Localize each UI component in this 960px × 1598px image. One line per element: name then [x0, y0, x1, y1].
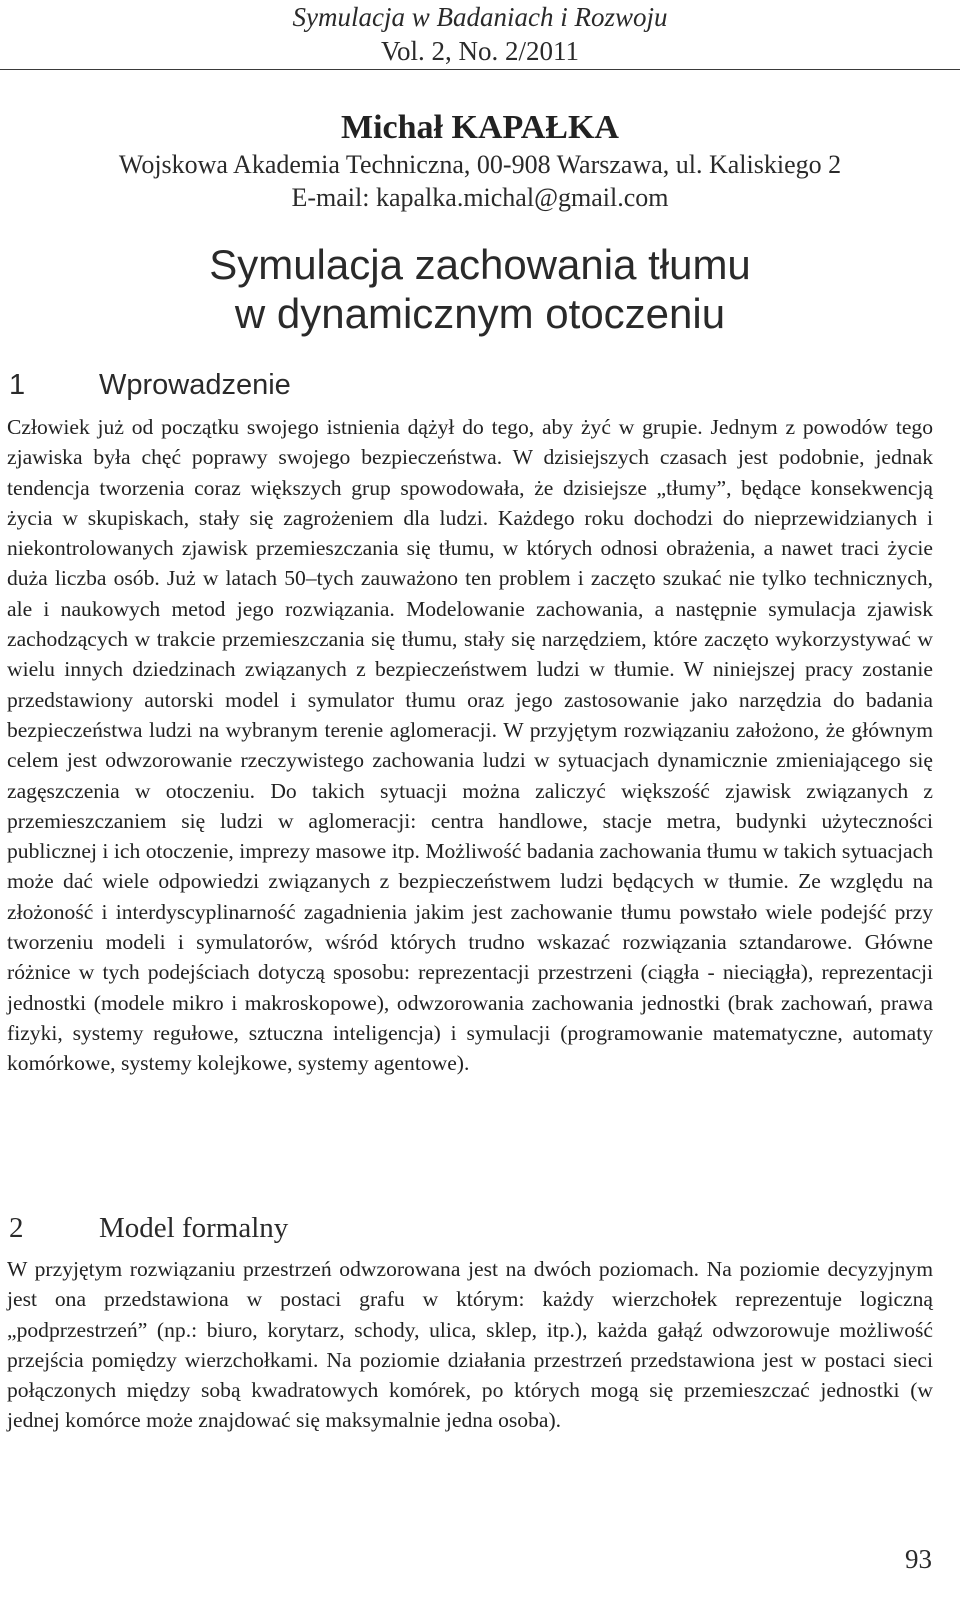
section-1-paragraph: Człowiek już od początku swojego istnienia dążył do tego, aby żyć w grupie. Jednym z powodów tego zjawiska była chęć poprawy swojego bezpieczeństwa. W dzisiejszych czasach jest podobnie, jednak tendencja tworzenia coraz większych grup spowodowała, że dzisiejsze „tłumy”, będące konsekwencją życia w skupiskach, stały się zagrożeniem dla ludzi. Każdego roku dochodzi do nieprzewidzianych i niekontrolowanych zjawisk przemieszczania się tłumu, w których odnosi obrażenia, a nawet traci życie duża liczba osób. Już w latach 50–tych zauważono ten problem i zaczęto szukać nie tylko technicznych, ale i naukowych metod jego rozwiązania. Modelowanie zachowania, a następnie symulacja zjawisk zachodzących w trakcie przemieszczania się tłumu, stały się narzędziem, które zaczęto wykorzystywać w wielu innych dziedzinach związanych z bezpieczeństwem ludzi w tłumie. W niniejszej pracy zostanie przedstawiony autorski model i symulator tłumu oraz jego zastosowanie jako narzędzia do badania bezpieczeństwa ludzi na wybranym terenie aglomeracji. W przyjętym rozwiązaniu założono, że głównym celem jest odwzorowanie rzeczywistego zachowania ludzi w sytuacjach dynamicznie zmieniającego się zagęszczenia w otoczeniu. Do takich sytuacji można zaliczyć większość zjawisk związanych z przemieszczaniem się ludzi w aglomeracji: centra handlowe, stacje metra, budynki użyteczności publicznej i ich otoczenie, imprezy masowe itp. Możliwość badania zachowania tłumu w takich sytuacjach może dać wiele odpowiedzi związanych z bezpieczeństwem ludzi będących w tłumie. Ze względu na złożoność i interdyscyplinarność zagadnienia jakim jest zachowanie tłumu powstało wiele podejść przy tworzeniu modeli i symulatorów, wśród których trudno wskazać rozwiązania sztandarowe. Główne różnice w tych podejściach dotyczą sposobu: reprezentacji przestrzeni (ciągła - nieciągła), reprezentacji jednostki (modele mikro i makroskopowe), odwzorowania zachowania jednostki (brak zachowań, prawa fizyki, systemy regułowe, sztuczna inteligencja) i symulacji (programowanie matematyczne, automaty komórkowe, systemy kolejkowe, systemy agentowe).: [7, 415, 933, 1076]
paper-title: [0, 240, 960, 338]
page-number: 93: [905, 1544, 932, 1574]
author-email: E-mail: kapalka.michal@gmail.com: [291, 183, 669, 212]
section-title: Model formalny: [99, 1212, 289, 1244]
section-heading-2: [9, 1211, 288, 1245]
author-name: Michał KAPAŁKA: [341, 109, 619, 146]
journal-header: [0, 0, 960, 68]
section-heading-1: [9, 368, 291, 402]
section-number: 1: [9, 369, 26, 401]
author-block: [0, 108, 960, 214]
header-divider: [0, 69, 960, 70]
section-2-paragraph: W przyjętym rozwiązaniu przestrzeń odwzorowana jest na dwóch poziomach. Na poziomie decyzyjnym jest ona przedstawiona w postaci grafu w którym: każdy wierzchołek reprezentuje logiczną „podprzestrzeń” (np.: biuro, korytarz, schody, ulica, sklep, itp.), każda gałąź odwzorowuje możliwość przejścia pomiędzy wierzchołkami. Na poziomie działania przestrzeń przedstawiona jest w postaci sieci połączonych między sobą kwadratowych komórek, po których mogą się przemieszczać jednostki (w jednej komórce może znajdować się maksymalnie jedna osoba).: [7, 1257, 933, 1433]
section-title: Wprowadzenie: [99, 369, 291, 401]
paper-title-line-2: w dynamicznym otoczeniu: [234, 290, 726, 337]
journal-issue: Vol. 2, No. 2/2011: [380, 36, 580, 66]
section-number: 2: [9, 1212, 24, 1244]
paper-title-line-1: Symulacja zachowania tłumu: [209, 241, 751, 288]
author-affiliation: Wojskowa Akademia Techniczna, 00-908 Warszawa, ul. Kaliskiego 2: [118, 150, 842, 179]
journal-title: Symulacja w Badaniach i Rozwoju: [292, 2, 668, 32]
